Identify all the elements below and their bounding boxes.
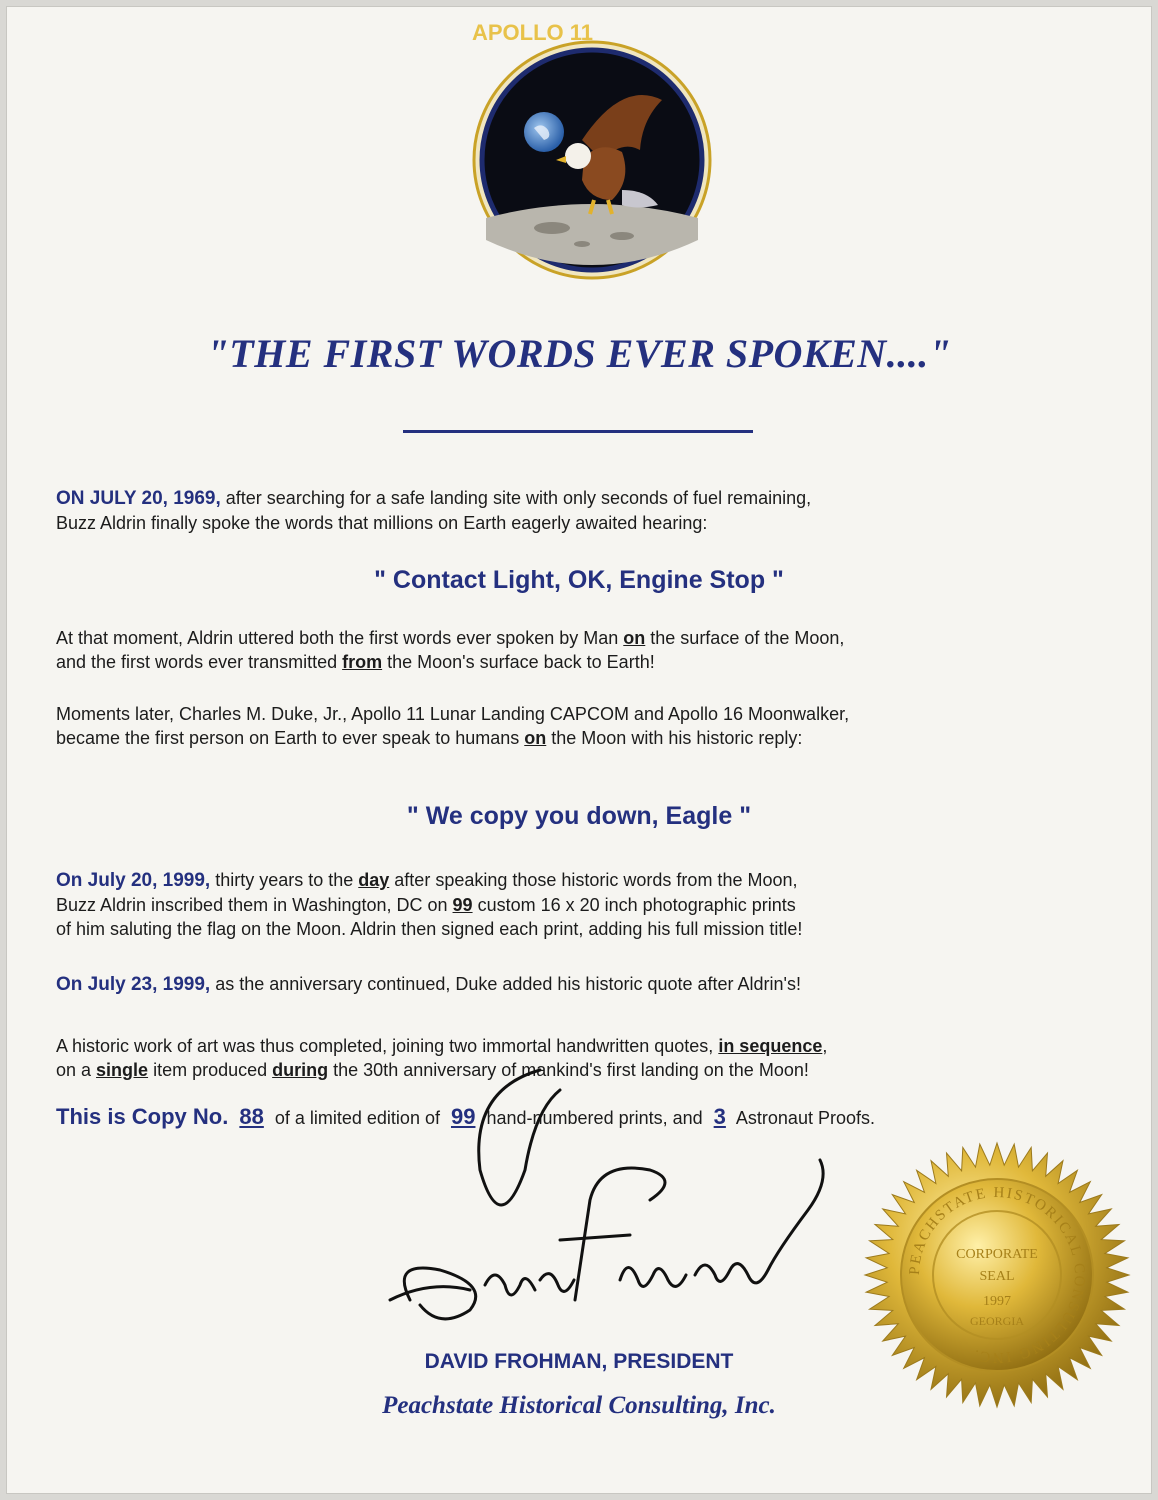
- quote-copy-you-down: " We copy you down, Eagle ": [406, 802, 752, 830]
- copy-number-line: This is Copy No. 88 of a limited edition of 99 hand-numbered prints, and 3 Astronaut Proofs.: [56, 1104, 875, 1129]
- patch-title: APOLLO 11: [472, 20, 594, 45]
- paragraph-5: On July 23, 1999, as the anniversary continued, Duke added his historic quote after Aldrin's!: [56, 974, 801, 995]
- svg-text:GEORGIA: GEORGIA: [970, 1314, 1024, 1328]
- paragraph-3: Moments later, Charles M. Duke, Jr., Apollo 11 Lunar Landing CAPCOM and Apollo 16 Moonwalker, became the first person on Earth to ever speak to humans on the Moon with his historic reply:: [56, 704, 850, 748]
- quote-contact-light: " Contact Light, OK, Engine Stop ": [374, 566, 784, 594]
- company-name: Peachstate Historical Consulting, Inc.: [382, 1392, 776, 1419]
- title-underline: [403, 430, 753, 433]
- svg-text:SEAL: SEAL: [979, 1269, 1015, 1284]
- proof-count: 3: [713, 1104, 726, 1129]
- edition-size: 99: [450, 1104, 476, 1129]
- paragraph-2: At that moment, Aldrin uttered both the first words ever spoken by Man on the surface of the Moon, and the first words ever transmitted from the Moon's surface back to Earth!: [56, 628, 845, 672]
- paragraph-1: ON JULY 20, 1969, after searching for a safe landing site with only seconds of fuel remaining, Buzz Aldrin finally spoke the words that millions on Earth eagerly awaited hearing:: [56, 488, 812, 533]
- svg-text:PEACHSTATE HISTORICAL CONSULTI: PEACHSTATE HISTORICAL CONSULTING INC.: [906, 1184, 1088, 1366]
- gold-corporate-seal: [862, 1140, 1132, 1410]
- svg-text:CORPORATE: CORPORATE: [956, 1247, 1038, 1262]
- date-lead-july-23: On July 23, 1999,: [56, 974, 211, 995]
- paragraph-4: On July 20, 1999, thirty years to the day after speaking those historic words from the Moon, Buzz Aldrin inscribed them in Washington, DC on 99 custom 16 x 20 inch photographic prints of him saluting the flag on the Moon. Aldrin then signed each print, adding his full mission title!: [56, 870, 803, 939]
- page-title: "THE FIRST WORDS EVER SPOKEN....": [206, 331, 952, 376]
- handwritten-signature: [350, 1050, 850, 1350]
- svg-text:1997: 1997: [983, 1294, 1011, 1309]
- apollo-11-mission-patch: [472, 20, 712, 280]
- signer-name: DAVID FROHMAN, PRESIDENT: [424, 1350, 734, 1373]
- date-lead-1969: ON JULY 20, 1969,: [56, 488, 221, 509]
- copy-number: 88: [239, 1104, 264, 1129]
- date-lead-1999: On July 20, 1999,: [56, 870, 211, 891]
- paragraph-6: A historic work of art was thus completed, joining two immortal handwritten quotes, in sequence, on a single item produced during the 30th anniversary of mankind's first landing on the Moon!: [56, 1036, 828, 1080]
